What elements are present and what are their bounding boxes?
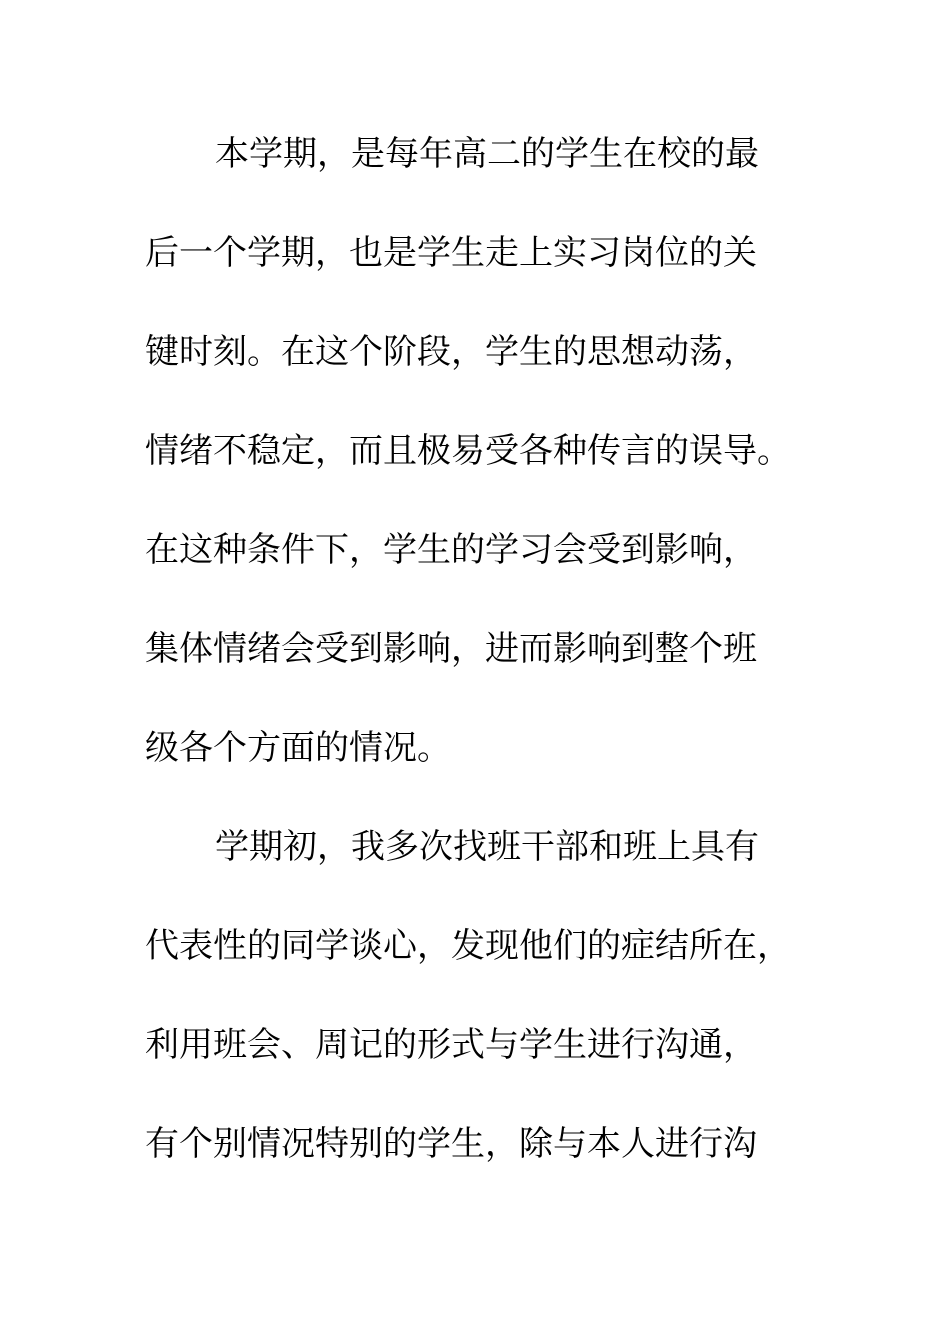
paragraph-2-line-2: 代表性的同学谈心，发现他们的症结所在，	[145, 926, 791, 966]
paragraph-1-line-6: 集体情绪会受到影响，进而影响到整个班	[145, 629, 757, 669]
paragraph-2-line-1: 学期初，我多次找班干部和班上具有	[215, 827, 759, 867]
paragraph-1-line-7: 级各个方面的情况。	[145, 728, 451, 768]
paragraph-1-line-2: 后一个学期，也是学生走上实习岗位的关	[145, 233, 757, 273]
body-text	[145, 126, 825, 1215]
paragraph-2-line-3: 利用班会、周记的形式与学生进行沟通，	[145, 1025, 757, 1065]
paragraph-1-line-1: 本学期，是每年高二的学生在校的最	[215, 134, 759, 174]
paragraph-2-line-4: 有个别情况特别的学生，除与本人进行沟	[145, 1124, 757, 1164]
paragraph-1-line-4: 情绪不稳定，而且极易受各种传言的误导。	[145, 431, 791, 471]
paragraph-1-line-3: 键时刻。在这个阶段，学生的思想动荡，	[145, 332, 757, 372]
paragraph-1-line-5: 在这种条件下，学生的学习会受到影响，	[145, 530, 757, 570]
